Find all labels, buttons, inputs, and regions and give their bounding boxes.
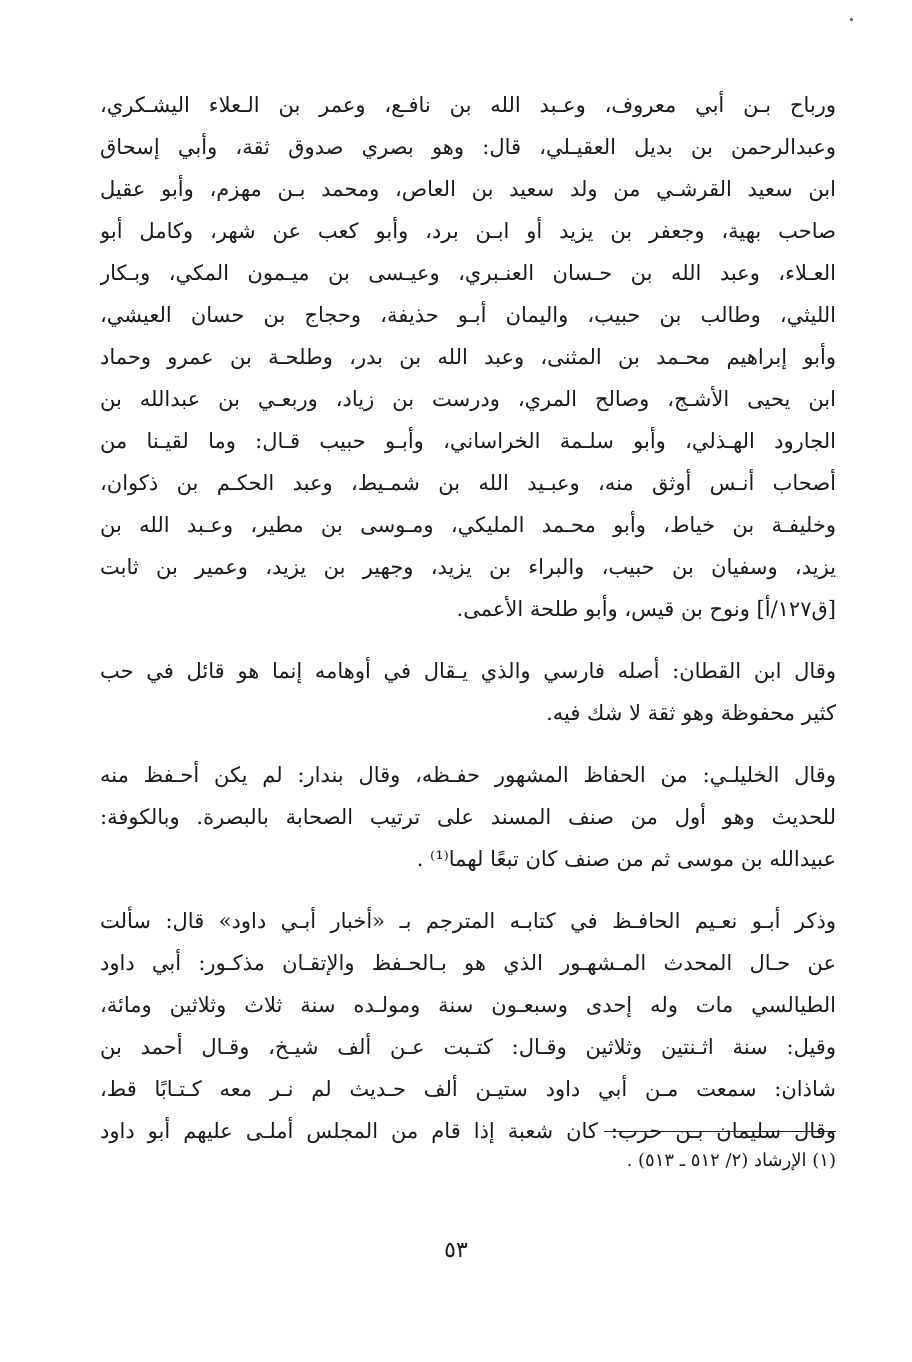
text-line: وذكر أبـو نعـيم الحافـظ في كتابـه المترجم بـ «أخبار أبـي داود» قال: سألت — [100, 909, 836, 933]
paragraph — [100, 84, 836, 630]
main-text — [100, 84, 836, 1172]
text-line: عبيدالله بن موسى ثم من صنف كان تبعًا لهما⁽¹⁾ . — [416, 847, 836, 871]
text-line: وقال ابن القطان: أصله فارسي والذي يـقال في أوهامه إنما هو قائل في حب — [100, 659, 836, 683]
page-number: ٥٣ — [444, 1238, 468, 1263]
text-line: أصحاب أنـس أوثق منه، وعبـيد الله بن شمـيط، وعبد الحكـم بن ذكوان، — [100, 471, 836, 495]
text-line: صاحب بهية، وجعفر بن يزيد أو ابـن برد، وأبو كعب عن شهر، وكامل أبو — [100, 219, 836, 243]
text-line: وعبدالرحمن بن بديل العقيـلي، قال: وهو بصري صدوق ثقة، وأبي إسحاق — [100, 135, 836, 159]
text-line: عن حـال المحدث المـشهـور الذي هو بـالحـفظ والإتقـان مذكـور: أبي داود — [100, 951, 836, 975]
paragraph — [100, 900, 836, 1152]
text-line: وأبو إبراهيم محـمد بن المثنى، وعبد الله بن بدر، وطلحـة بن عمرو وحماد — [100, 345, 836, 369]
footnote-divider — [604, 1131, 836, 1132]
text-line: للحديث وهو أول من صنف المسند على ترتيب الصحابة بالبصرة. وبالكوفة: — [100, 805, 836, 829]
text-line: [ق١٢٧/أ] ونوح بن قيس، وأبو طلحة الأعمى. — [456, 597, 836, 621]
text-line: وقيل: سنة اثـنتين وثلاثين وقـال: كتـبت عـن ألف شيـخ، وقـال أحمد بن — [100, 1035, 836, 1059]
text-line: يزيد، وسفيان بن حبيب، والبراء بن يزيد، وجهير بن يزيد، وعمير بن ثابت — [100, 555, 836, 579]
text-line: الجارود الهـذلي، وأبو سلـمة الخراساني، وأبـو حبيب قـال: وما لقيـنا من — [100, 429, 836, 453]
text-line: وقال سليمان بـن حرب: كان شعبة إذا قام من المجلس أملـى عليهم أبو داود — [100, 1119, 836, 1143]
text-line: وقال الخليلـي: من الحفاظ المشهور حفـظه، وقال بندار: لم يكن أحـفظ منه — [100, 763, 836, 787]
footnote: (١) الإرشاد (٢/ ٥١٢ ـ ٥١٣) . — [626, 1150, 836, 1171]
text-line: الليثي، وطالب بن حبيب، واليمان أبـو حذيفة، وحجاج بن حسان العيشي، — [100, 303, 836, 327]
text-line: الطيالسي مات وله إحدى وسبعـون سنة ومولـده سنة ثلاث وثلاثين ومائة، — [100, 993, 836, 1017]
text-line: وخليفـة بن خياط، وأبو محـمد المليكي، ومـوسى بن مطير، وعـبد الله بن — [100, 513, 836, 537]
text-line: ورباح بـن أبي معروف، وعـبد الله بن نافـع، وعمر بن الـعلاء اليشـكري، — [100, 93, 836, 117]
text-line: العـلاء، وعبد الله بن حـسان العنـبري، وعيـسى بن ميـمون المكي، وبـكار — [100, 261, 836, 285]
paragraph — [100, 754, 836, 880]
scan-speck — [850, 18, 853, 21]
text-line: كثير محفوظة وهو ثقة لا شك فيه. — [546, 701, 836, 725]
paragraph — [100, 650, 836, 734]
text-line: ابن سعيد القرشـي من ولد سعيد بن العاص، ومحمد بـن مهزم، وأبو عقيل — [100, 177, 836, 201]
text-line: شاذان: سمعت مـن أبي داود ستيـن ألف حـديث لم نـر معه كـتـابًا قط، — [100, 1077, 836, 1101]
text-line: ابن يحيى الأشـج، وصالح المري، ودرست بن زياد، وربعـي بن عبدالله بن — [100, 387, 836, 411]
